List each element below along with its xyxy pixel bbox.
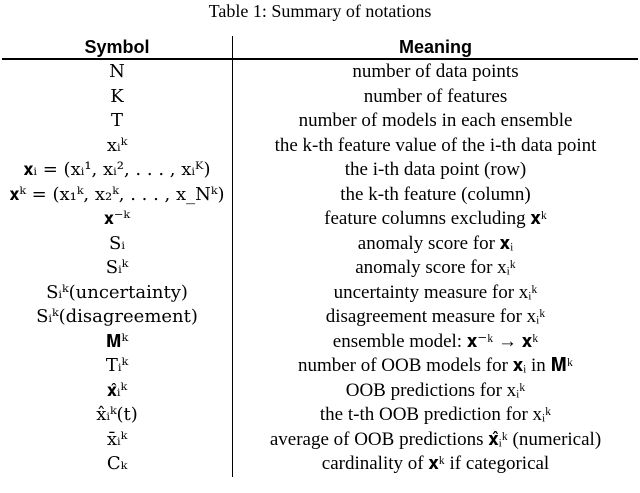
symbol-cell: N xyxy=(2,59,233,85)
table-row xyxy=(2,428,638,453)
meaning-cell: anomaly score for xᵢᵏ xyxy=(355,257,516,279)
meaning-cell: average of OOB predictions 𝐱̂ᵢᵏ (numerical) xyxy=(269,428,602,450)
meaning-cell: anomaly score for 𝐱ᵢ xyxy=(357,232,514,254)
symbol-cell: Cₖ xyxy=(2,452,233,477)
meaning-cell: number of features xyxy=(363,85,508,107)
symbol-cell: Tᵢᵏ xyxy=(2,354,233,379)
table-row xyxy=(2,305,638,330)
meaning-cell: uncertainty measure for xᵢᵏ xyxy=(333,281,538,303)
table-row xyxy=(2,158,638,183)
meaning-cell: feature columns excluding 𝐱ᵏ xyxy=(324,208,547,230)
table-row xyxy=(2,232,638,257)
symbol-cell: x̂ᵢᵏ(t) xyxy=(2,403,233,428)
meaning-cell: number of OOB models for 𝐱ᵢ in 𝐌ᵏ xyxy=(297,355,574,377)
table-row xyxy=(2,281,638,306)
symbol-cell: x̄ᵢᵏ xyxy=(2,428,233,453)
table-header-row xyxy=(2,36,638,59)
meaning-cell: number of models in each ensemble xyxy=(298,110,573,132)
table-row xyxy=(2,452,638,477)
symbol-cell: Sᵢᵏ(uncertainty) xyxy=(2,281,233,306)
table-row xyxy=(2,354,638,379)
meaning-cell: ensemble model: 𝐱⁻ᵏ → 𝐱ᵏ xyxy=(332,330,539,352)
table-row xyxy=(2,207,638,232)
symbol-cell: Sᵢ xyxy=(2,232,233,257)
symbol-cell: K xyxy=(2,85,233,110)
symbol-cell: 𝐱⁻ᵏ xyxy=(2,207,233,232)
meaning-cell: number of data points xyxy=(352,61,519,83)
table-row xyxy=(2,183,638,208)
symbol-cell: xᵢᵏ xyxy=(2,134,233,159)
meaning-cell: disagreement measure for xᵢᵏ xyxy=(325,306,546,328)
meaning-cell: the k-th feature value of the i-th data point xyxy=(274,134,597,156)
meaning-cell: the k-th feature (column) xyxy=(340,183,531,205)
symbol-cell: 𝐱ᵏ = (x₁ᵏ, x₂ᵏ, . . . , x_Nᵏ) xyxy=(2,183,233,208)
table-row xyxy=(2,85,638,110)
table-row xyxy=(2,59,638,85)
table-caption: Table 1: Summary of notations xyxy=(208,1,432,21)
meaning-cell: cardinality of 𝐱ᵏ if categorical xyxy=(321,453,550,475)
table-row xyxy=(2,330,638,355)
table-row xyxy=(2,109,638,134)
symbol-cell: 𝐱ᵢ = (xᵢ¹, xᵢ², . . . , xᵢᴷ) xyxy=(2,158,233,183)
symbol-column-header: Symbol xyxy=(2,36,233,59)
table-row xyxy=(2,256,638,281)
notation-table xyxy=(2,36,638,477)
meaning-cell: OOB predictions for xᵢᵏ xyxy=(345,379,526,401)
meaning-column-header: Meaning xyxy=(233,36,639,59)
table-row xyxy=(2,403,638,428)
table-row xyxy=(2,134,638,159)
meaning-cell: the i-th data point (row) xyxy=(344,159,527,181)
symbol-cell: T xyxy=(2,109,233,134)
meaning-cell: the t-th OOB prediction for xᵢᵏ xyxy=(319,404,552,426)
symbol-cell: Sᵢᵏ xyxy=(2,256,233,281)
table-row xyxy=(2,379,638,404)
symbol-cell: 𝐱̂ᵢᵏ xyxy=(2,379,233,404)
symbol-cell: Sᵢᵏ(disagreement) xyxy=(2,305,233,330)
symbol-cell: 𝐌ᵏ xyxy=(2,330,233,355)
